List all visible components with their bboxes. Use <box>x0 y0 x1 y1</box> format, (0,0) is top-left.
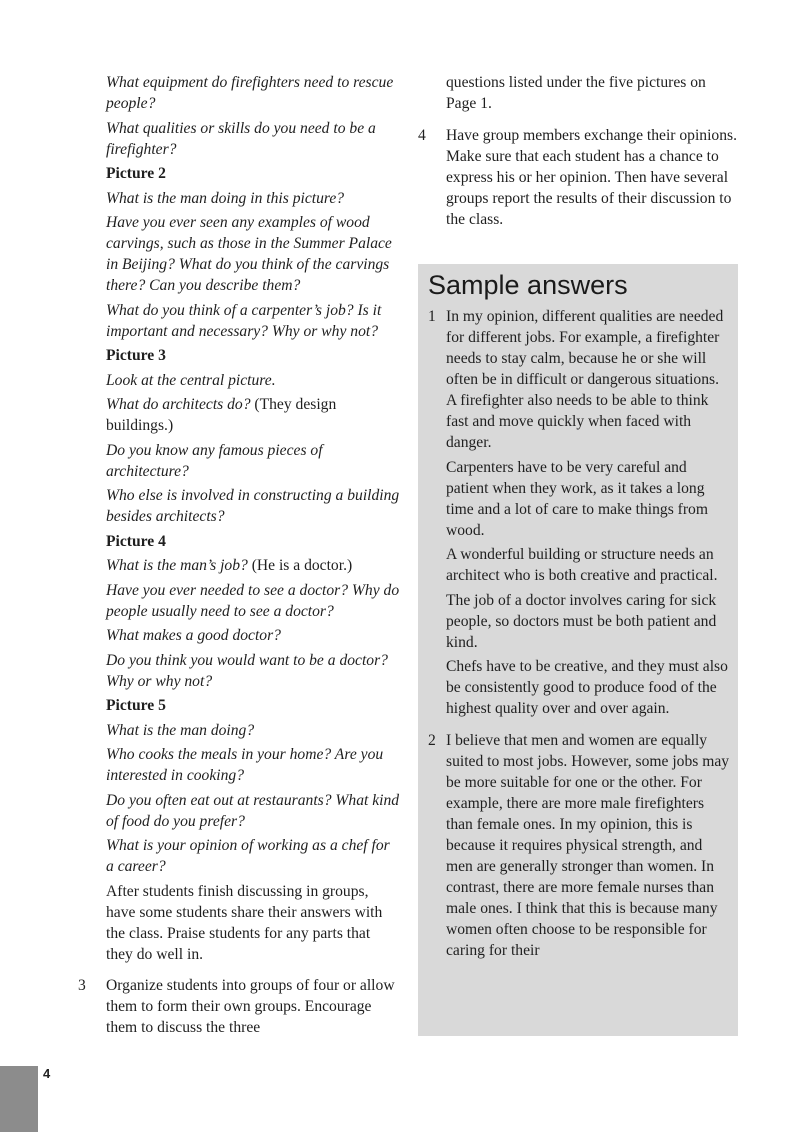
sample-answer-1-paragraph: A wonderful building or structure needs an architect who is both creative and practical. <box>446 546 718 584</box>
question-qualities: What qualities or skills do you need to be a firefighter? <box>106 119 376 158</box>
picture2-question: What is the man doing in this picture? <box>106 189 345 207</box>
picture5-question: What is your opinion of working as a chef for a career? <box>106 837 390 875</box>
answer-number: 2 <box>428 731 436 749</box>
picture2-question: What do you think of a carpenter’s job? Is it important and necessary? Why or why not? <box>106 301 382 340</box>
picture2-question: Have you ever seen any examples of wood carvings, such as those in the Summer Palace in Beijing? What do you think of the carvings there? Can you describe them? <box>106 214 392 294</box>
sample-answers-title: Sample answers <box>428 270 628 300</box>
picture4-question <box>106 555 400 576</box>
picture5-question: What is the man doing? <box>106 721 255 739</box>
left-column <box>78 72 400 1042</box>
answer-text: In my opinion, different qualities are needed for different jobs. For example, a firefighter needs to stay calm, because he or she will often be in difficult or dangerous situations. A firefighter also needs to be able to think fast and move quickly when faced with danger. <box>446 308 724 451</box>
sample-answer-1-paragraph <box>428 306 732 453</box>
picture2-heading: Picture 2 <box>106 165 166 182</box>
picture3-question: Who else is involved in constructing a building besides architects? <box>106 487 400 525</box>
picture4-question: What makes a good doctor? <box>106 627 281 644</box>
picture5-question: Who cooks the meals in your home? Are you interested in cooking? <box>106 746 384 784</box>
step-3 <box>78 975 400 1038</box>
sample-answer-2-paragraph <box>428 730 732 961</box>
question-text: What is the man’s job? <box>106 557 248 574</box>
answer-number: 1 <box>428 308 436 325</box>
picture5-heading: Picture 5 <box>106 697 166 714</box>
answer-text: I believe that men and women are equally suited to most jobs. However, some jobs may be more suitable for one or the other. For example, there are more male firefighters than female ones. In my opinion, this is because it requires physical strength, and men are generally stronger than women. In contrast, there are more female nurses than male ones. I think that this is because many women often choose to be responsible for caring for their <box>446 731 730 959</box>
picture3-heading: Picture 3 <box>106 347 166 364</box>
step-number: 4 <box>418 126 426 144</box>
picture3-question: Look at the central picture. <box>106 371 276 389</box>
answer-text: (They design buildings.) <box>106 396 337 434</box>
sample-answers-content <box>418 306 738 961</box>
picture4-question: Do you think you would want to be a doctor? Why or why not? <box>106 651 388 690</box>
sample-answer-1-paragraph: Chefs have to be creative, and they must also be consistently good to produce food of the highest quality over and over again. <box>446 658 728 717</box>
picture5-question: Do you often eat out at restaurants? What kind of food do you prefer? <box>106 791 400 830</box>
picture3-question: Do you know any famous pieces of architecture? <box>106 441 323 480</box>
sample-answers-box <box>418 264 738 1036</box>
step-text: Organize students into groups of four or allow them to form their own groups. Encourage them to discuss the three <box>106 977 395 1036</box>
step-4 <box>418 125 738 230</box>
sample-answer-1-paragraph: The job of a doctor involves caring for sick people, so doctors must be both patient and kind. <box>446 591 717 651</box>
page-number: 4 <box>43 1066 51 1081</box>
picture4-question: Have you ever needed to see a doctor? Why do people usually need to see a doctor? <box>106 581 400 620</box>
question-text: What do architects do? <box>106 396 251 413</box>
step-text: Have group members exchange their opinions. Make sure that each student has a chance to express his or her opinion. Then have several groups report the results of their discussion to the class. <box>446 126 737 228</box>
after-discussion-text: After students finish discussing in groups, have some students share their answers with the class. Praise students for any parts that they do well in. <box>106 882 383 963</box>
sample-answer-1-paragraph: Carpenters have to be very careful and patient when they work, as it takes a long time and a lot of care to make things from wood. <box>446 458 708 539</box>
page-edge-tab <box>0 1066 38 1132</box>
question-equipment: What equipment do firefighters need to rescue people? <box>106 74 394 112</box>
step-3-continuation: questions listed under the five pictures on Page 1. <box>446 74 706 112</box>
picture3-question <box>106 394 400 436</box>
step-number: 3 <box>78 977 86 994</box>
answer-text: (He is a doctor.) <box>247 557 353 574</box>
picture4-heading: Picture 4 <box>106 532 166 550</box>
right-column <box>418 72 738 233</box>
